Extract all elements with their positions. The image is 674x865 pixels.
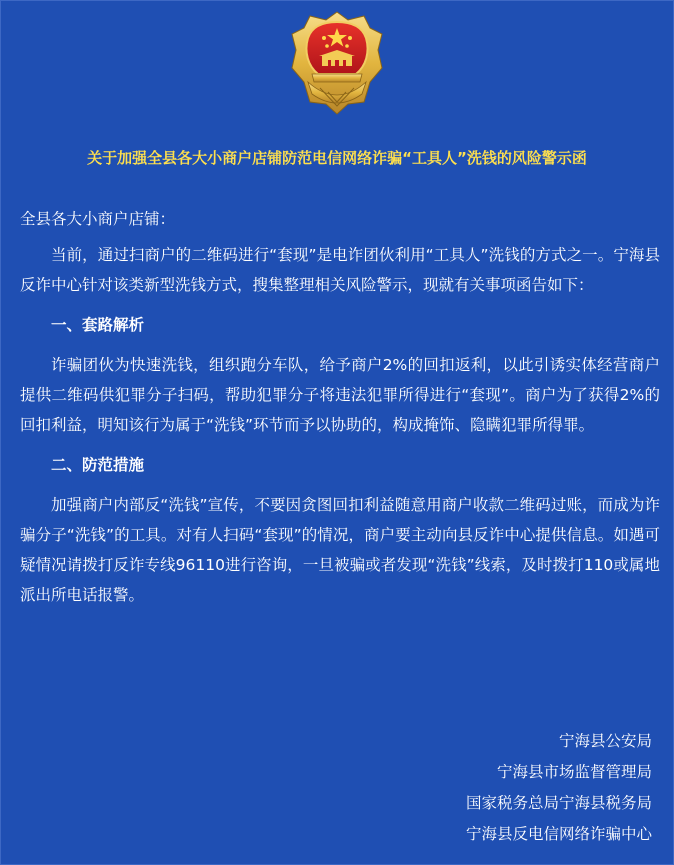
section2-paragraph: 加强商户内部反“洗钱”宣传，不要因贪图回扣利益随意用商户收款二维码过账，而成为诈骗分子“洗钱”的工具。对有人扫码“套现”的情况，商户要主动向县反诈中心提供信息。如遇可疑情况请拨打反诈专线96110进行咨询，一旦被骗或者发现“洗钱”线索，及时拨打110或属地派出所电话报警。 (20, 496, 660, 604)
letter-body (20, 204, 660, 620)
salutation: 全县各大小商户店铺： (20, 210, 176, 228)
signature-anti-fraud-center: 宁海县反电信网络诈骗中心 (465, 825, 652, 843)
letter-title: 关于加强全县各大小商户店铺防范电信网络诈骗“工具人”洗钱的风险警示函 (87, 149, 587, 167)
section1-paragraph: 诈骗团伙为快速洗钱，组织跑分车队，给予商户2%的回扣返利，以此引诱实体经营商户提供二维码供犯罪分子扫码，帮助犯罪分子将违法犯罪所得进行“套现”。商户为了获得2%的回扣利益，明知该行为属于“洗钱”环节而予以协助的，构成掩饰、隐瞒犯罪所得罪。 (20, 356, 660, 434)
signature-market-supervision: 宁海县市场监督管理局 (496, 763, 652, 781)
police-badge-icon (286, 8, 388, 116)
section1-heading: 一、套路解析 (51, 316, 145, 334)
signature-public-security: 宁海县公安局 (558, 732, 652, 750)
signature-tax-bureau: 国家税务总局宁海县税务局 (465, 794, 652, 812)
signature-block (292, 726, 652, 850)
section2-heading: 二、防范措施 (51, 456, 145, 474)
intro-paragraph: 当前，通过扫商户的二维码进行“套现”是电诈团伙利用“工具人”洗钱的方式之一。宁海县反诈中心针对该类新型洗钱方式，搜集整理相关风险警示，现就有关事项函告如下： (20, 246, 660, 294)
